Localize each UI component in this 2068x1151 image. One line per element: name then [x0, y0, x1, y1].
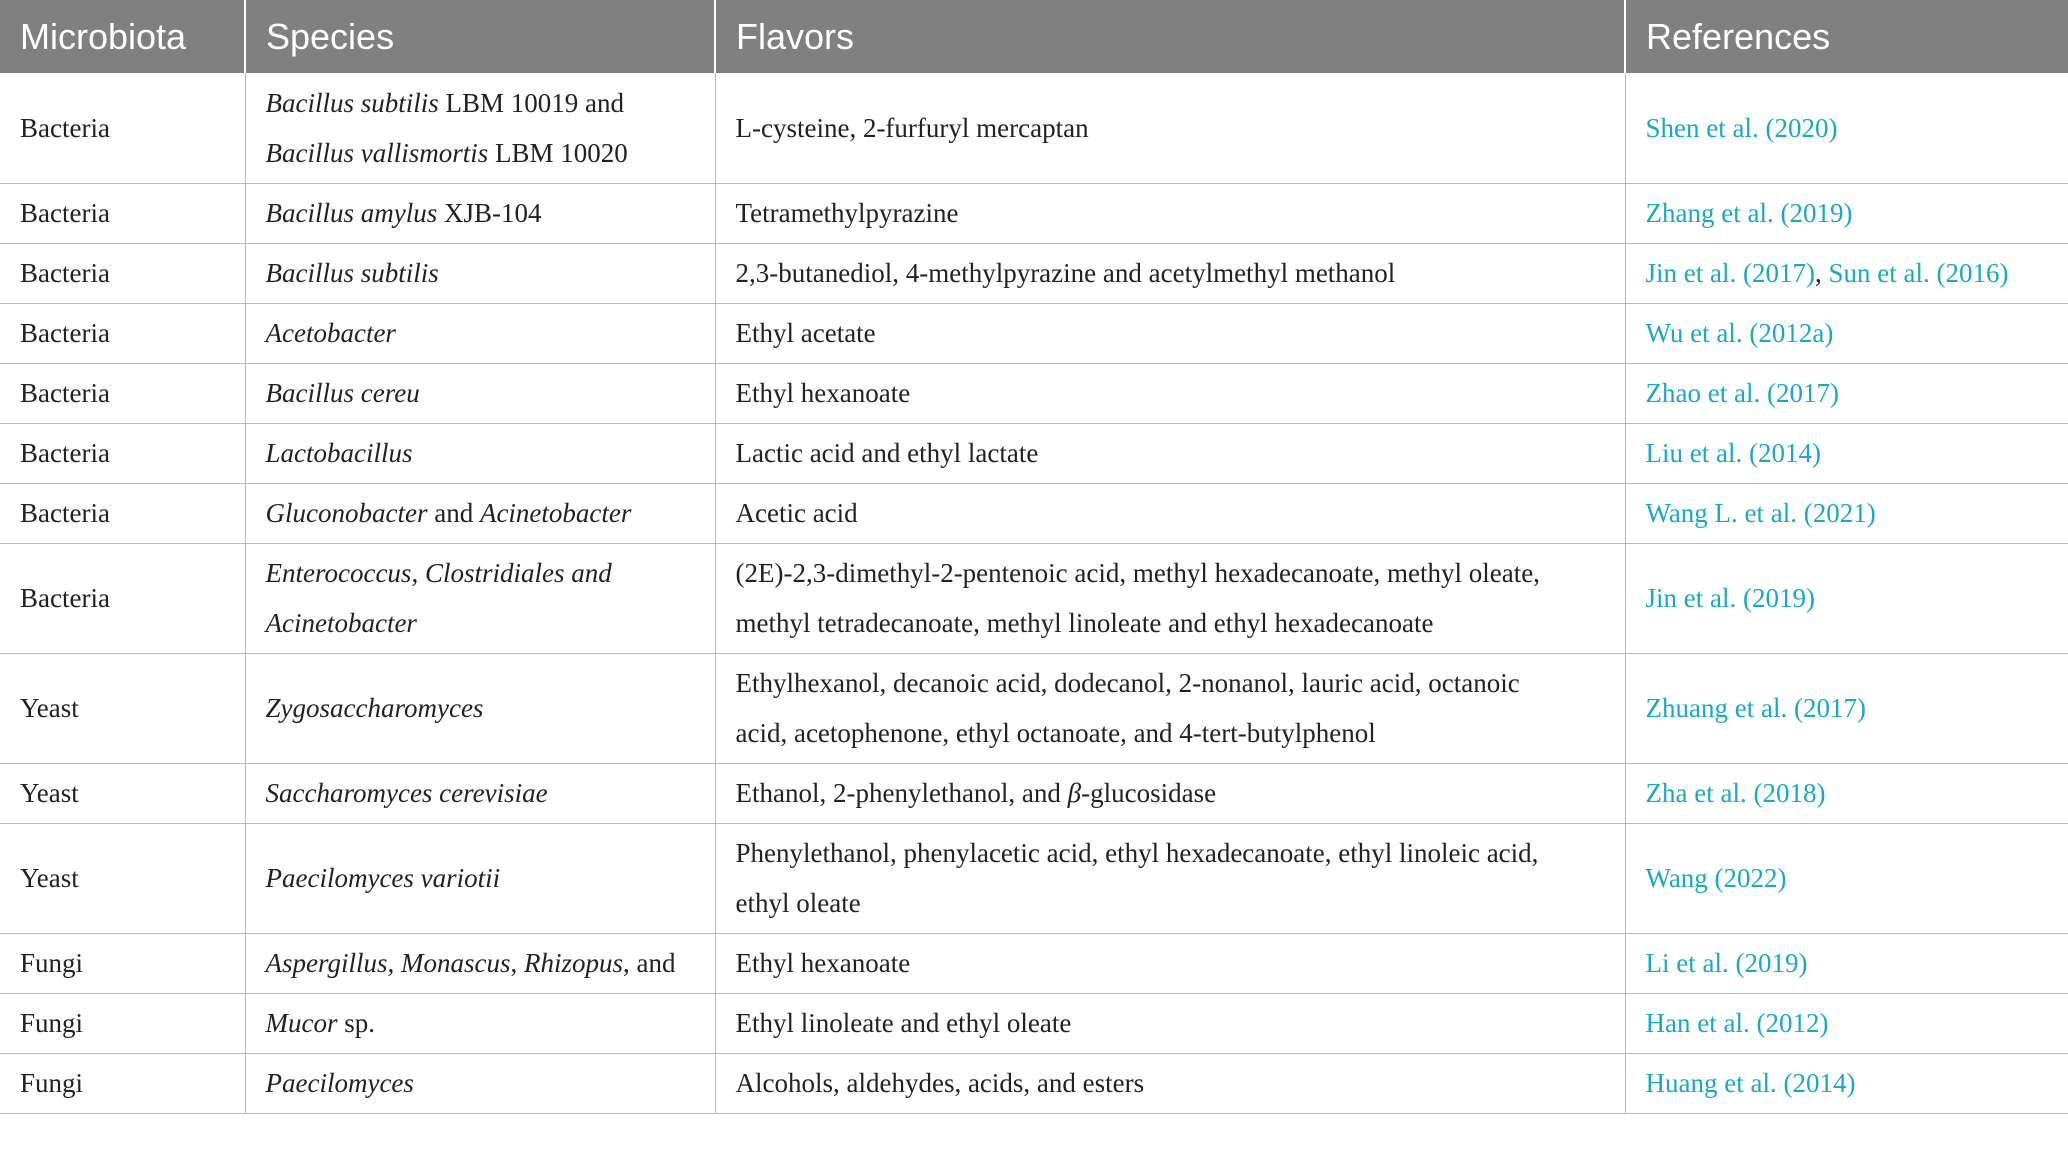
cell-references	[1625, 73, 2068, 183]
cell-references	[1625, 423, 2068, 483]
cell-references	[1625, 543, 2068, 653]
flavors-line: Acetic acid	[735, 498, 858, 528]
reference-link[interactable]: Sun et al. (2016)	[1828, 258, 2009, 288]
cell-flavors	[715, 653, 1625, 763]
cell-microbiota: Bacteria	[0, 73, 245, 183]
cell-flavors	[715, 933, 1625, 993]
species-text: Paecilomyces	[265, 1068, 414, 1098]
cell-species	[245, 73, 715, 183]
cell-references	[1625, 993, 2068, 1053]
species-text: Acetobacter	[265, 318, 396, 348]
reference-link[interactable]: Liu et al. (2014)	[1645, 438, 1821, 468]
cell-microbiota: Bacteria	[0, 543, 245, 653]
cell-microbiota: Fungi	[0, 993, 245, 1053]
cell-references	[1625, 363, 2068, 423]
species-line	[266, 188, 695, 238]
reference-link[interactable]: Jin et al. (2019)	[1645, 583, 1815, 613]
cell-flavors	[715, 303, 1625, 363]
species-text: Saccharomyces cerevisiae	[265, 778, 548, 808]
table-row	[0, 993, 2068, 1053]
header-references: References	[1625, 0, 2068, 73]
cell-flavors	[715, 243, 1625, 303]
cell-species	[245, 303, 715, 363]
flavors-line: Lactic acid and ethyl lactate	[735, 438, 1039, 468]
table-row	[0, 933, 2068, 993]
table-row	[0, 73, 2068, 183]
table-row	[0, 1053, 2068, 1113]
species-line	[266, 1058, 695, 1108]
cell-references	[1625, 763, 2068, 823]
species-text: Lactobacillus	[265, 438, 413, 468]
table-row	[0, 183, 2068, 243]
cell-species	[245, 483, 715, 543]
cell-flavors	[715, 993, 1625, 1053]
species-text: Bacillus amylus	[265, 198, 438, 228]
cell-references	[1625, 183, 2068, 243]
species-text: LBM 10020	[488, 137, 628, 168]
table-row	[0, 243, 2068, 303]
species-text: Enterococcus, Clostridiales and	[265, 558, 612, 588]
cell-microbiota: Yeast	[0, 653, 245, 763]
species-line	[266, 768, 695, 818]
flavors-line: Ethyl linoleate and ethyl oleate	[735, 1008, 1072, 1038]
flavors-line: Ethyl acetate	[735, 318, 876, 348]
reference-link[interactable]: Wang L. et al. (2021)	[1645, 498, 1876, 528]
cell-species	[245, 543, 715, 653]
reference-link[interactable]: Han et al. (2012)	[1645, 1008, 1829, 1038]
cell-species	[245, 183, 715, 243]
reference-link[interactable]: Wang (2022)	[1645, 863, 1787, 893]
cell-microbiota: Fungi	[0, 933, 245, 993]
species-line	[266, 488, 695, 538]
flavors-line: Ethyl hexanoate	[735, 948, 911, 978]
species-text: Zygosaccharomyces	[265, 693, 484, 723]
cell-species	[245, 763, 715, 823]
flavors-line: methyl tetradecanoate, methyl linoleate and ethyl hexadecanoate	[735, 608, 1434, 638]
cell-microbiota: Yeast	[0, 823, 245, 933]
reference-link[interactable]: Zhao et al. (2017)	[1645, 378, 1839, 408]
cell-microbiota: Bacteria	[0, 483, 245, 543]
cell-species	[245, 993, 715, 1053]
cell-references: Jin et al. (2017), Sun et al. (2016)	[1625, 243, 2068, 303]
species-text: sp.	[337, 1008, 375, 1038]
cell-references	[1625, 483, 2068, 543]
species-text: LBM 10019 and	[438, 87, 625, 118]
cell-flavors	[715, 423, 1625, 483]
species-line	[266, 78, 695, 128]
table-header	[0, 0, 2068, 73]
cell-flavors	[715, 363, 1625, 423]
species-line	[266, 938, 695, 988]
species-text: ,	[510, 948, 524, 978]
header-flavors: Flavors	[715, 0, 1625, 73]
cell-flavors	[715, 763, 1625, 823]
flavors-line: (2E)-2,3-dimethyl-2-pentenoic acid, methyl hexadecanoate, methyl oleate,	[735, 558, 1540, 588]
species-line	[266, 128, 695, 178]
flavors-line: Phenylethanol, phenylacetic acid, ethyl hexadecanoate, ethyl linoleic acid,	[735, 838, 1539, 868]
cell-species	[245, 363, 715, 423]
cell-microbiota: Fungi	[0, 1053, 245, 1113]
flavors-line: Ethyl hexanoate	[735, 378, 911, 408]
cell-flavors	[715, 73, 1625, 183]
species-line	[266, 308, 695, 358]
species-text: Acinetobacter	[479, 498, 632, 528]
species-text: Rhizopus	[524, 948, 624, 978]
species-text: and	[427, 498, 480, 528]
cell-species	[245, 1053, 715, 1113]
reference-link[interactable]: Li et al. (2019)	[1645, 948, 1808, 978]
reference-link[interactable]: Wu et al. (2012a)	[1645, 318, 1834, 348]
flavors-line: Tetramethylpyrazine	[735, 198, 959, 228]
cell-flavors	[715, 1053, 1625, 1113]
cell-species	[245, 653, 715, 763]
flavors-line: Ethylhexanol, decanoic acid, dodecanol, 2-nonanol, lauric acid, octanoic	[735, 668, 1520, 698]
species-text: Gluconobacter	[265, 498, 428, 528]
flavors-line: Ethanol, 2-phenylethanol, and β-glucosidase	[735, 778, 1217, 808]
cell-references	[1625, 933, 2068, 993]
cell-flavors	[715, 823, 1625, 933]
cell-references	[1625, 823, 2068, 933]
reference-link[interactable]: Zhuang et al. (2017)	[1645, 693, 1866, 723]
species-text: Bacillus cereu	[265, 378, 420, 408]
reference-link[interactable]: Shen et al. (2020)	[1645, 112, 1838, 143]
cell-microbiota: Bacteria	[0, 183, 245, 243]
table-row	[0, 763, 2068, 823]
species-text: Paecilomyces variotii	[265, 863, 501, 893]
species-text: Acinetobacter	[265, 608, 417, 638]
species-line	[266, 683, 695, 733]
flavors-line: Alcohols, aldehydes, acids, and esters	[735, 1068, 1145, 1098]
table-row	[0, 543, 2068, 653]
species-text: Bacillus subtilis	[265, 258, 439, 288]
table-row	[0, 363, 2068, 423]
species-line	[266, 368, 695, 418]
species-line	[266, 428, 695, 478]
flavors-line: L-cysteine, 2-furfuryl mercaptan	[735, 112, 1089, 143]
species-text: , and	[623, 948, 676, 978]
species-line	[266, 998, 695, 1048]
cell-species	[245, 423, 715, 483]
flavors-line: ethyl oleate	[735, 888, 861, 918]
species-text: Mucor	[265, 1008, 338, 1038]
cell-references	[1625, 303, 2068, 363]
reference-link[interactable]: Zha et al. (2018)	[1645, 778, 1826, 808]
flavors-line: 2,3-butanediol, 4-methylpyrazine and acetylmethyl methanol	[735, 258, 1396, 288]
species-line	[266, 548, 695, 598]
species-line	[266, 853, 695, 903]
species-line	[266, 248, 695, 298]
cell-references	[1625, 653, 2068, 763]
table-row	[0, 483, 2068, 543]
table-body	[0, 73, 2068, 1113]
cell-species	[245, 933, 715, 993]
header-row	[0, 0, 2068, 73]
cell-species	[245, 823, 715, 933]
table-row	[0, 423, 2068, 483]
header-microbiota: Microbiota	[0, 0, 245, 73]
table-row	[0, 823, 2068, 933]
table-row	[0, 653, 2068, 763]
species-line	[266, 598, 695, 648]
cell-microbiota: Bacteria	[0, 243, 245, 303]
cell-flavors	[715, 543, 1625, 653]
table-row	[0, 303, 2068, 363]
cell-references	[1625, 1053, 2068, 1113]
cell-microbiota: Yeast	[0, 763, 245, 823]
header-species: Species	[245, 0, 715, 73]
flavors-line: acid, acetophenone, ethyl octanoate, and 4-tert-butylphenol	[735, 718, 1376, 748]
cell-microbiota: Bacteria	[0, 423, 245, 483]
species-text: Bacillus vallismortis	[265, 137, 489, 168]
species-text: Bacillus subtilis	[265, 87, 439, 118]
reference-link[interactable]: Jin et al. (2017)	[1645, 258, 1815, 288]
reference-link[interactable]: Huang et al. (2014)	[1645, 1068, 1856, 1098]
cell-flavors	[715, 183, 1625, 243]
reference-link[interactable]: Zhang et al. (2019)	[1645, 198, 1853, 228]
cell-flavors	[715, 483, 1625, 543]
cell-microbiota: Bacteria	[0, 303, 245, 363]
species-text: Aspergillus, Monascus	[265, 948, 511, 978]
cell-microbiota: Bacteria	[0, 363, 245, 423]
cell-species	[245, 243, 715, 303]
species-text: XJB-104	[437, 198, 542, 228]
